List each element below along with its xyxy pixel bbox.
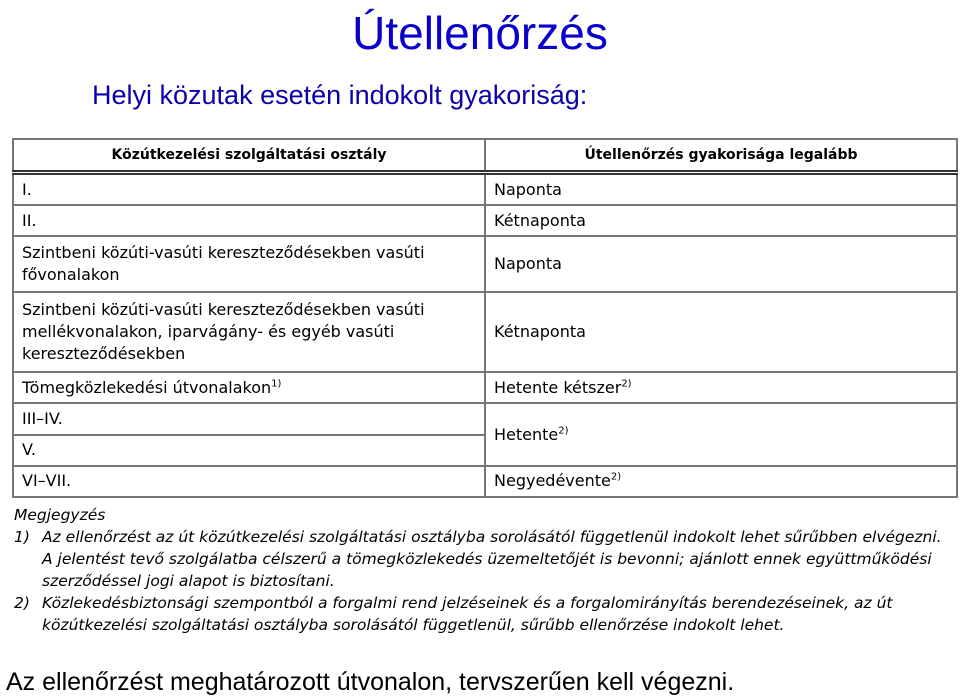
row-frequency-cell xyxy=(485,173,957,206)
row-frequency: Negyedévente xyxy=(494,471,611,491)
row-class-cell xyxy=(13,205,485,236)
row-frequency: Naponta xyxy=(494,179,562,199)
row-class: Szintbeni közúti-vasúti kereszteződésekben vasúti fővonalakon xyxy=(22,243,425,285)
row-frequency: Hetente xyxy=(494,424,559,444)
footnote-ref: 2) xyxy=(610,472,622,484)
row-frequency-cell xyxy=(485,372,957,403)
slide-subtitle: Helyi közutak esetén indokolt gyakoriság: xyxy=(92,80,588,110)
row-frequency: Hetente kétszer xyxy=(494,377,622,397)
row-class: Szintbeni közúti-vasúti kereszteződésekben vasúti mellékvonalakon, iparvágány- és egyéb vasúti kereszteződésekben xyxy=(22,300,425,364)
row-class: III–IV. xyxy=(22,409,63,429)
row-frequency: Naponta xyxy=(494,254,562,274)
row-class-cell xyxy=(13,435,485,466)
row-frequency-cell xyxy=(485,205,957,236)
note-item xyxy=(14,526,954,592)
note-text: Az ellenőrzést az út közútkezelési szolgáltatási osztályba sorolásától függetlenül indokolt lehet sűrűbben elvégezni. A jelentést tevő szolgálatba célszerű a tömegközlekedés üzemeltetőjét is bevonni; ajánlott ennek együttműködési szerződéssel jogi alapot is biztosítani. xyxy=(42,528,942,590)
footer-statement: Az ellenőrzést meghatározott útvonalon, tervszerűen kell végezni. xyxy=(6,668,735,696)
frequency-table-container xyxy=(12,138,956,498)
table-row xyxy=(13,403,957,434)
notes-section xyxy=(14,504,954,636)
footnote-ref: 1) xyxy=(271,378,282,390)
row-frequency: Kétnaponta xyxy=(494,322,586,342)
table-row xyxy=(13,466,957,497)
row-class: VI–VII. xyxy=(22,471,72,491)
footnote-ref: 2) xyxy=(558,425,569,437)
header-frequency: Útellenőrzés gyakorisága legalább xyxy=(485,139,957,173)
note-text: Közlekedésbiztonsági szempontból a forgalmi rend jelzéseinek és a forgalomirányítás berendezéseinek, az út közútkezelési szolgáltatási osztályba sorolásától függetlenül, sűrűbb ellenőrzése indokolt lehet. xyxy=(42,594,893,634)
row-class-cell xyxy=(13,173,485,206)
slide-title-text: Útellenőrzés xyxy=(352,7,608,59)
table-row xyxy=(13,205,957,236)
row-class: I. xyxy=(22,179,32,199)
row-class: II. xyxy=(22,210,37,230)
note-item xyxy=(14,592,954,636)
table-row xyxy=(13,372,957,403)
row-class-cell xyxy=(13,466,485,497)
row-frequency-cell xyxy=(485,403,957,465)
row-class-cell xyxy=(13,236,485,292)
header-class: Közútkezelési szolgáltatási osztály xyxy=(13,139,485,173)
footnote-ref: 2) xyxy=(621,378,632,390)
table-row xyxy=(13,236,957,292)
row-class-cell xyxy=(13,372,485,403)
notes-heading: Megjegyzés xyxy=(14,506,106,524)
row-class: V. xyxy=(22,440,36,460)
row-frequency-cell xyxy=(485,466,957,497)
table-header-row xyxy=(13,139,957,173)
row-frequency-cell xyxy=(485,292,957,372)
table-row xyxy=(13,292,957,372)
row-frequency: Kétnaponta xyxy=(494,210,586,230)
row-frequency-cell xyxy=(485,236,957,292)
table-row xyxy=(13,173,957,206)
frequency-table xyxy=(12,138,958,498)
row-class-cell xyxy=(13,403,485,434)
note-number: 1) xyxy=(14,528,30,546)
slide-title xyxy=(0,6,960,60)
note-number: 2) xyxy=(14,594,30,612)
row-class-cell xyxy=(13,292,485,372)
row-class: Tömegközlekedési útvonalakon xyxy=(22,377,272,397)
